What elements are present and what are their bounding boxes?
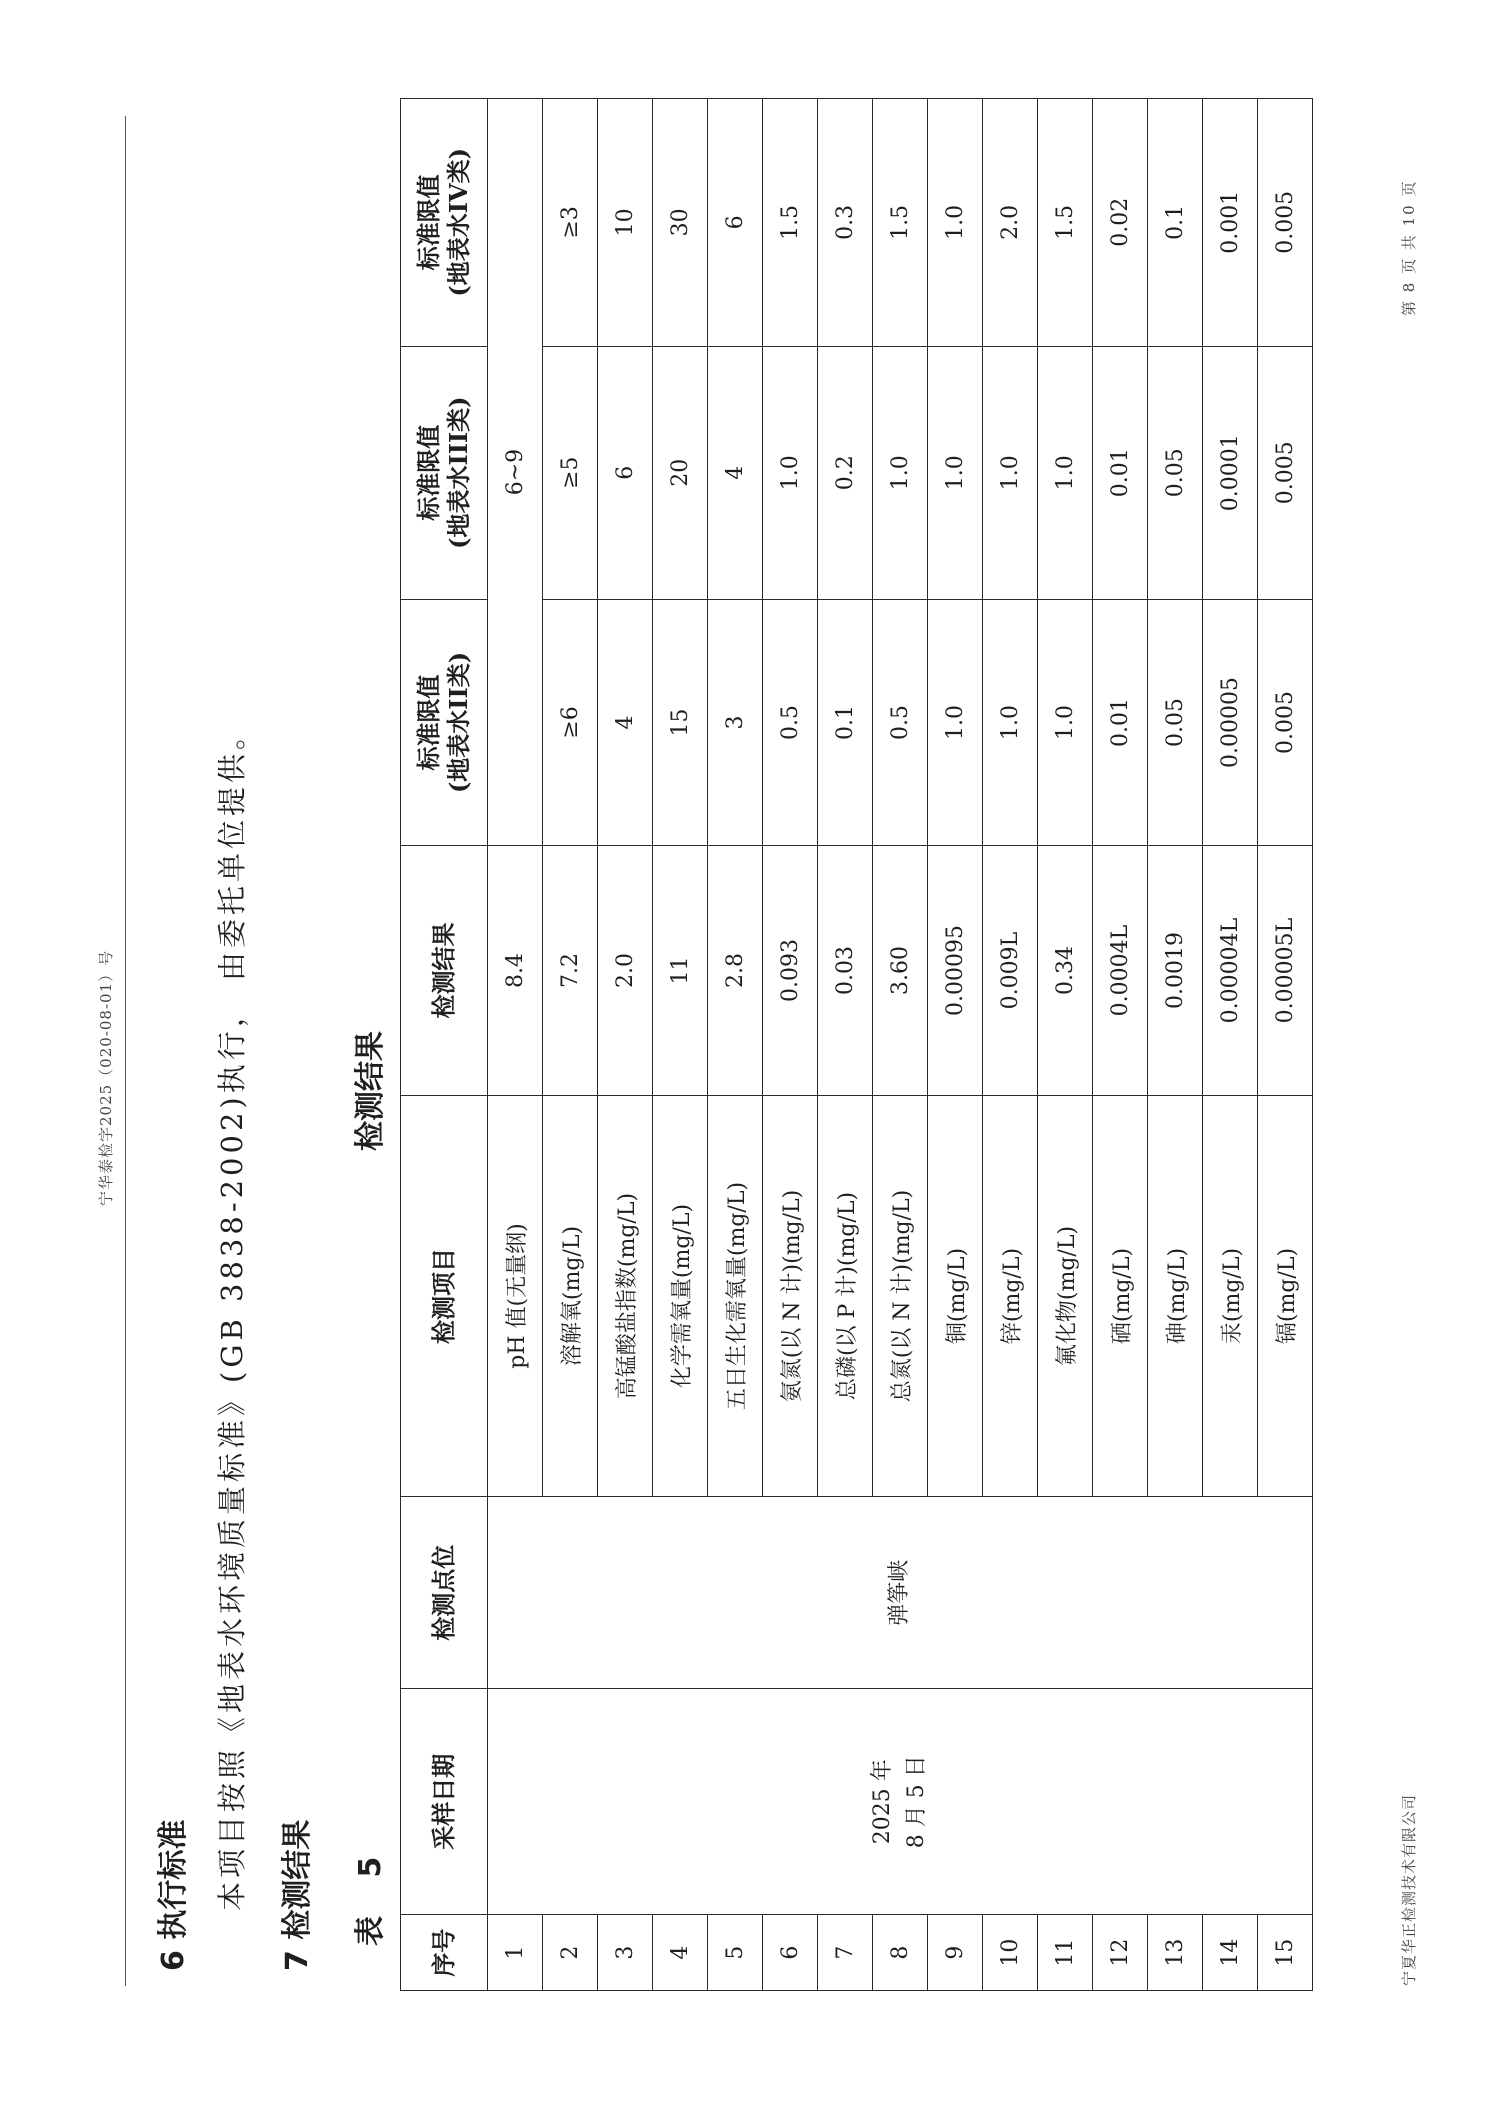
table-row [488, 99, 543, 1991]
item-cell: 砷(mg/L) [1148, 1095, 1203, 1496]
limit-class-2-cell: 1.0 [983, 599, 1038, 845]
limit-class-3-cell: 1.0 [873, 346, 928, 599]
limit-class-2-cell: 0.1 [818, 599, 873, 845]
limit-class-3-cell: 0.05 [1148, 346, 1203, 599]
page-number: 第 8 页 共 10 页 [1400, 179, 1418, 316]
limit-class-3-cell: 1.0 [1038, 346, 1093, 599]
result-cell: 0.03 [818, 846, 873, 1096]
limit-class-3-cell: 1.0 [983, 346, 1038, 599]
item-cell: 锌(mg/L) [983, 1095, 1038, 1496]
limit-class-3-cell: ≥5 [543, 346, 598, 599]
limit-class-3-cell: 0.005 [1258, 346, 1313, 599]
limit-class-2-cell: 1.0 [928, 599, 983, 845]
row-number: 12 [1093, 1915, 1148, 1991]
item-cell: 氟化物(mg/L) [1038, 1095, 1093, 1496]
section-6-text: 本项目按照《地表水环境质量标准》(GB 3838-2002)执行， 由委托单位提供。 [215, 717, 249, 1911]
table-header-row [401, 99, 488, 1991]
limit-class-3-cell: 0.2 [818, 346, 873, 599]
table-title: 检测结果 [353, 1031, 388, 1151]
limit-class-3-cell: 4 [708, 346, 763, 599]
limit-class-4-cell: 1.0 [928, 99, 983, 347]
limit-class-3-cell: 0.01 [1093, 346, 1148, 599]
result-cell: 7.2 [543, 846, 598, 1096]
result-cell: 0.0019 [1148, 846, 1203, 1096]
item-cell: 硒(mg/L) [1093, 1095, 1148, 1496]
limit-class-4-cell: 0.005 [1258, 99, 1313, 347]
result-cell: 2.8 [708, 846, 763, 1096]
item-cell: 五日生化需氧量(mg/L) [708, 1095, 763, 1496]
limit-class-4-cell: 1.5 [763, 99, 818, 347]
limit-class-2-cell: 0.05 [1148, 599, 1203, 845]
row-number: 2 [543, 1915, 598, 1991]
limit-class-3-cell: 20 [653, 346, 708, 599]
limit-class-2-cell: 0.5 [763, 599, 818, 845]
limit-class-4-cell: 6 [708, 99, 763, 347]
item-cell: 总磷(以 P 计)(mg/L) [818, 1095, 873, 1496]
limit-class-3-cell: 1.0 [928, 346, 983, 599]
header-site: 检测点位 [401, 1497, 488, 1689]
result-cell: 11 [653, 846, 708, 1096]
result-cell: 0.093 [763, 846, 818, 1096]
header-limit-class-3: 标准限值 (地表水III类) [401, 346, 488, 599]
result-cell: 3.60 [873, 846, 928, 1096]
result-cell: 0.00005L [1258, 846, 1313, 1096]
item-cell: 高锰酸盐指数(mg/L) [598, 1095, 653, 1496]
limit-class-2-cell: 0.005 [1258, 599, 1313, 845]
limit-class-2-cell: 0.00005 [1203, 599, 1258, 845]
company-footer: 宁夏华正检测技术有限公司 [1400, 1793, 1418, 1986]
item-cell: 镉(mg/L) [1258, 1095, 1313, 1496]
limit-class-4-cell: 1.5 [873, 99, 928, 347]
limit-class-4-cell: 0.02 [1093, 99, 1148, 347]
result-cell: 0.34 [1038, 846, 1093, 1096]
item-cell: pH 值(无量纲) [488, 1095, 543, 1496]
item-cell: 化学需氧量(mg/L) [653, 1095, 708, 1496]
row-number: 6 [763, 1915, 818, 1991]
result-cell: 0.009L [983, 846, 1038, 1096]
ph-limit-cell: 6~9 [488, 99, 543, 846]
limit-class-4-cell: ≥3 [543, 99, 598, 347]
report-code: 宁华泰检字2025（020-08-01）号 [97, 949, 115, 1206]
limit-class-4-cell: 30 [653, 99, 708, 347]
results-table-body [401, 99, 1313, 1991]
limit-class-4-cell: 2.0 [983, 99, 1038, 347]
header-no: 序号 [401, 1915, 488, 1991]
row-number: 1 [488, 1915, 543, 1991]
row-number: 4 [653, 1915, 708, 1991]
item-cell: 总氮(以 N 计)(mg/L) [873, 1095, 928, 1496]
row-number: 8 [873, 1915, 928, 1991]
results-table [400, 98, 1313, 1991]
limit-class-2-cell: 1.0 [1038, 599, 1093, 845]
item-cell: 氨氮(以 N 计)(mg/L) [763, 1095, 818, 1496]
row-number: 14 [1203, 1915, 1258, 1991]
result-cell: 0.0004L [1093, 846, 1148, 1096]
limit-class-2-cell: 3 [708, 599, 763, 845]
result-cell: 0.00095 [928, 846, 983, 1096]
row-number: 11 [1038, 1915, 1093, 1991]
header-item: 检测项目 [401, 1095, 488, 1496]
item-cell: 铜(mg/L) [928, 1095, 983, 1496]
header-limit-class-2: 标准限值 (地表水II类) [401, 599, 488, 845]
section-6-title: 6 执行标准 [156, 1819, 191, 1971]
header-limit-class-4: 标准限值 (地表水IV类) [401, 99, 488, 347]
limit-class-3-cell: 6 [598, 346, 653, 599]
limit-class-2-cell: 0.5 [873, 599, 928, 845]
limit-class-4-cell: 0.001 [1203, 99, 1258, 347]
limit-class-4-cell: 1.5 [1038, 99, 1093, 347]
limit-class-3-cell: 0.0001 [1203, 346, 1258, 599]
limit-class-4-cell: 10 [598, 99, 653, 347]
row-number: 13 [1148, 1915, 1203, 1991]
limit-class-2-cell: ≥6 [543, 599, 598, 845]
result-cell: 8.4 [488, 846, 543, 1096]
table-label: 表 5 [353, 1842, 388, 1946]
row-number: 15 [1258, 1915, 1313, 1991]
row-number: 5 [708, 1915, 763, 1991]
limit-class-4-cell: 0.1 [1148, 99, 1203, 347]
limit-class-4-cell: 0.3 [818, 99, 873, 347]
row-number: 3 [598, 1915, 653, 1991]
limit-class-2-cell: 4 [598, 599, 653, 845]
item-cell: 汞(mg/L) [1203, 1095, 1258, 1496]
limit-class-3-cell: 1.0 [763, 346, 818, 599]
item-cell: 溶解氧(mg/L) [543, 1095, 598, 1496]
header-date: 采样日期 [401, 1689, 488, 1915]
header-result: 检测结果 [401, 846, 488, 1096]
site-cell: 弹筝峡 [488, 1497, 1313, 1689]
result-cell: 2.0 [598, 846, 653, 1096]
sample-date-cell: 2025 年 8 月 5 日 [488, 1689, 1313, 1915]
row-number: 7 [818, 1915, 873, 1991]
result-cell: 0.00004L [1203, 846, 1258, 1096]
limit-class-2-cell: 0.01 [1093, 599, 1148, 845]
header-divider [125, 116, 126, 1986]
limit-class-2-cell: 15 [653, 599, 708, 845]
row-number: 10 [983, 1915, 1038, 1991]
section-7-title: 7 检测结果 [280, 1819, 315, 1971]
row-number: 9 [928, 1915, 983, 1991]
